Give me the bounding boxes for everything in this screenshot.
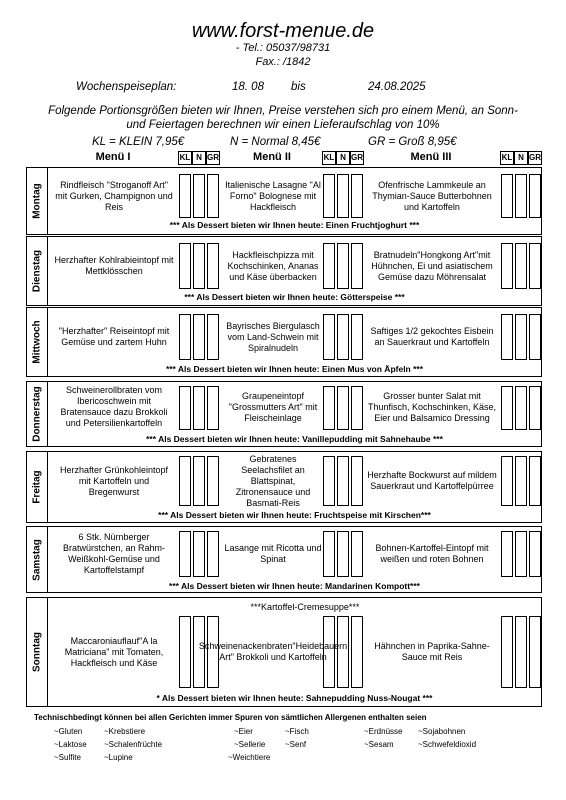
gr-box[interactable] (207, 243, 219, 289)
plan-label: Wochenspeiseplan: (76, 81, 177, 93)
allergen-item: ~Sulfite (54, 753, 81, 762)
menu1-dish: Maccaroniauflauf"A la Matriciana" mit Tomaten, Hackfleisch und Käse (64, 635, 164, 668)
allergen-item: ~Senf (285, 740, 307, 749)
day-name: Mittwoch (31, 320, 43, 364)
menu3-dish: Grosser bunter Salat mit Thunfisch, Kochschinken, Käse, Eier und Balsamico Dressing (367, 390, 497, 423)
n-box[interactable] (193, 314, 205, 360)
size-gr: GR = Groß 8,95€ (368, 136, 457, 148)
menu2-dish: Lasange mit Ricotta und Spinat (224, 543, 322, 564)
n-box[interactable] (515, 243, 527, 289)
day-block-sonntag (26, 597, 542, 707)
dessert-note: *** Als Dessert bieten wir Ihnen heute: Mandarinen Kompott*** (169, 581, 420, 591)
column-header-row (26, 151, 542, 164)
allergen-item: ~Laktose (54, 740, 87, 749)
kl-box[interactable] (501, 174, 513, 218)
day-label (27, 598, 48, 706)
kl-box[interactable] (179, 531, 191, 577)
gr-header: GR (206, 151, 220, 165)
menu2-dish: Gebratenes Seelachsfilet an Blattspinat, Zitronensauce und Basmati-Reis (235, 453, 311, 508)
day-block-samstag (26, 526, 542, 593)
gr-box[interactable] (207, 314, 219, 360)
day-name: Dienstag (31, 249, 43, 293)
menu1-header: Menü I (95, 151, 131, 163)
dessert-note: *** Als Dessert bieten wir Ihnen heute: Vanillepudding mit Sahnehaube *** (146, 434, 443, 444)
n-box[interactable] (337, 314, 349, 360)
gr-box[interactable] (529, 174, 541, 218)
day-block-mittwoch (26, 307, 542, 377)
kl-header: KL (500, 151, 514, 165)
gr-box[interactable] (207, 456, 219, 506)
menu3-header: Menü III (410, 151, 452, 163)
menu2-header: Menü II (253, 151, 291, 163)
menu3-dish: Saftiges 1/2 gekochtes Eisbein an Sauerkraut und Kartoffeln (370, 326, 494, 347)
soup-note: ***Kartoffel-Cremesuppe*** (250, 602, 360, 612)
gr-header: GR (528, 151, 542, 165)
kl-box[interactable] (323, 243, 335, 289)
menu3-dish: Bohnen-Kartoffel-Eintopf mit weißen und roten Bohnen (375, 543, 489, 564)
gr-header: GR (350, 151, 364, 165)
kl-box[interactable] (179, 616, 191, 688)
allergen-item: ~Weichtiere (228, 753, 271, 762)
allergen-item: ~Gluten (54, 727, 83, 736)
menu3-dish: Herzhafte Bockwurst auf mildem Sauerkraut und Kartoffelpürree (367, 470, 497, 491)
allergen-item: ~Fisch (285, 727, 309, 736)
menu2-dish: Schweinenackenbraten"Heidebauern Art" Brokkoli und Kartoffeln (198, 641, 348, 662)
intro-text: Folgende Portionsgrößen bieten wir Ihnen, Preise verstehen sich pro einem Menü, an Sonn- und Feiertagen berechnen wir einen Lieferaufschlag von 10% (48, 105, 518, 131)
menu1-dish: 6 Stk. Nürnberger Bratwürstchen, an Rahm-Weißkohl-Gemüse und Kartoffelstampf (62, 532, 166, 575)
day-label (27, 168, 48, 234)
kl-box[interactable] (323, 386, 335, 430)
date-separator: bis (291, 81, 306, 93)
menu2-dish: Bayrisches Biergulasch vom Land-Schwein mit Spiralnudeln (226, 320, 320, 353)
menu3-dish: Hähnchen in Paprika-Sahne-Sauce mit Reis (374, 641, 490, 662)
n-box[interactable] (193, 243, 205, 289)
day-name: Samstag (31, 538, 43, 581)
kl-box[interactable] (501, 386, 513, 430)
phone-number: - Tel.: 05037/98731 (235, 42, 331, 54)
dessert-note: *** Als Dessert bieten wir Ihnen heute: Einen Mus von Äpfeln *** (165, 364, 424, 374)
gr-box[interactable] (529, 616, 541, 688)
n-box[interactable] (337, 174, 349, 218)
gr-box[interactable] (529, 531, 541, 577)
dessert-note: *** Als Dessert bieten wir Ihnen heute: Fruchtspeise mit Kirschen*** (158, 510, 431, 520)
n-header: N (514, 151, 528, 165)
day-label (27, 237, 48, 305)
n-header: N (336, 151, 350, 165)
allergen-item: ~Sellerie (234, 740, 266, 749)
gr-box[interactable] (207, 386, 219, 430)
size-n: N = Normal 8,45€ (230, 136, 321, 148)
gr-box[interactable] (529, 386, 541, 430)
n-box[interactable] (337, 531, 349, 577)
menu3-dish: Bratnudeln"Hongkong Art"mit Hühnchen, Ei und asiatischem Gemüse dazu Möhrensalat (371, 249, 493, 282)
n-box[interactable] (515, 314, 527, 360)
day-label (27, 382, 48, 446)
menu1-dish: Herzhafter Grünkohleintopf mit Kartoffeln und Bregenwurst (59, 464, 169, 497)
n-box[interactable] (193, 386, 205, 430)
day-name: Montag (31, 183, 43, 219)
kl-box[interactable] (501, 456, 513, 506)
gr-box[interactable] (207, 174, 219, 218)
day-label (27, 308, 48, 376)
gr-box[interactable] (529, 243, 541, 289)
gr-box[interactable] (351, 616, 363, 688)
n-box[interactable] (515, 456, 527, 506)
size-kl: KL = KLEIN 7,95€ (92, 136, 185, 148)
n-box[interactable] (337, 243, 349, 289)
n-box[interactable] (515, 531, 527, 577)
fax-number: Fax.: /1842 (255, 56, 311, 68)
date-from: 18. 08 (232, 81, 264, 93)
date-to: 24.08.2025 (368, 81, 426, 93)
n-box[interactable] (193, 531, 205, 577)
dessert-note: *** Als Dessert bieten wir Ihnen heute: Einen Fruchtjoghurt *** (169, 220, 420, 230)
day-block-donnerstag (26, 381, 542, 447)
allergen-notice: Technischbedingt können bei allen Gerichten immer Spuren von sämtlichen Allergenen enthalten seien (34, 713, 427, 722)
allergen-item: ~Schwefeldioxid (418, 740, 477, 749)
menu3-dish: Ofenfrische Lammkeule an Thymian-Sauce Butterbohnen und Kartoffeln (372, 179, 492, 212)
n-box[interactable] (337, 456, 349, 506)
dessert-note: *** Als Dessert bieten wir Ihnen heute: Götterspeise *** (184, 292, 405, 302)
kl-box[interactable] (323, 616, 335, 688)
gr-box[interactable] (351, 243, 363, 289)
kl-header: KL (178, 151, 192, 165)
menu1-dish: Herzhafter Kohlrabieintopf mit Mettklösschen (54, 255, 174, 276)
gr-box[interactable] (351, 174, 363, 218)
n-box[interactable] (515, 386, 527, 430)
n-box[interactable] (515, 174, 527, 218)
menu1-dish: "Herzhafter" Reiseintopf mit Gemüse und zartem Huhn (58, 326, 170, 347)
day-name: Sonntag (31, 632, 43, 672)
menu1-dish: Rindfleisch "Stroganoff Art" mit Gurken, Champignon und Reis (55, 179, 173, 212)
menu2-dish: Italienische Lasagne "Al Forno" Bolognese mit Hackfleisch (225, 179, 321, 212)
gr-box[interactable] (351, 531, 363, 577)
day-label (27, 527, 48, 592)
n-box[interactable] (337, 386, 349, 430)
allergen-item: ~Krebstiere (104, 727, 146, 736)
allergen-item: ~Schalenfrüchte (104, 740, 163, 749)
menu-table (26, 151, 542, 707)
site-url: www.forst-menue.de (191, 20, 375, 42)
kl-box[interactable] (323, 456, 335, 506)
allergen-item: ~Erdnüsse (364, 727, 403, 736)
kl-box[interactable] (179, 386, 191, 430)
allergen-item: ~Sesam (364, 740, 394, 749)
allergen-item: ~Sojabohnen (418, 727, 466, 736)
kl-box[interactable] (501, 243, 513, 289)
dessert-note: * Als Dessert bieten wir Ihnen heute: Sahnepudding Nuss-Nougat *** (156, 693, 433, 703)
day-label (27, 452, 48, 522)
day-block-montag (26, 167, 542, 235)
kl-box[interactable] (179, 314, 191, 360)
kl-box[interactable] (323, 174, 335, 218)
n-box[interactable] (193, 174, 205, 218)
day-name: Donnerstag (31, 386, 43, 442)
n-box[interactable] (515, 616, 527, 688)
menu2-dish: Graupeneintopf "Grossmutters Art" mit Fleischeinlage (228, 390, 318, 423)
day-block-freitag (26, 451, 542, 523)
day-name: Freitag (31, 470, 43, 504)
gr-box[interactable] (207, 531, 219, 577)
menu2-dish: Hackfleischpizza mit Kochschinken, Ananas und Käse überbacken (227, 249, 319, 282)
kl-box[interactable] (501, 616, 513, 688)
n-box[interactable] (193, 456, 205, 506)
kl-box[interactable] (323, 531, 335, 577)
kl-box[interactable] (179, 174, 191, 218)
kl-header: KL (322, 151, 336, 165)
kl-box[interactable] (501, 314, 513, 360)
gr-box[interactable] (351, 314, 363, 360)
menu1-dish: Schweinerollbraten vom Ibericoschwein mit Bratensauce dazu Brokkoli und Petersilienkartoffeln (60, 385, 168, 428)
kl-box[interactable] (323, 314, 335, 360)
day-block-dienstag (26, 236, 542, 306)
gr-box[interactable] (351, 386, 363, 430)
kl-box[interactable] (179, 456, 191, 506)
kl-box[interactable] (179, 243, 191, 289)
allergen-item: ~Eier (234, 727, 253, 736)
kl-box[interactable] (501, 531, 513, 577)
gr-box[interactable] (529, 314, 541, 360)
allergen-item: ~Lupine (104, 753, 133, 762)
gr-box[interactable] (351, 456, 363, 506)
gr-box[interactable] (529, 456, 541, 506)
n-header: N (192, 151, 206, 165)
n-box[interactable] (337, 616, 349, 688)
